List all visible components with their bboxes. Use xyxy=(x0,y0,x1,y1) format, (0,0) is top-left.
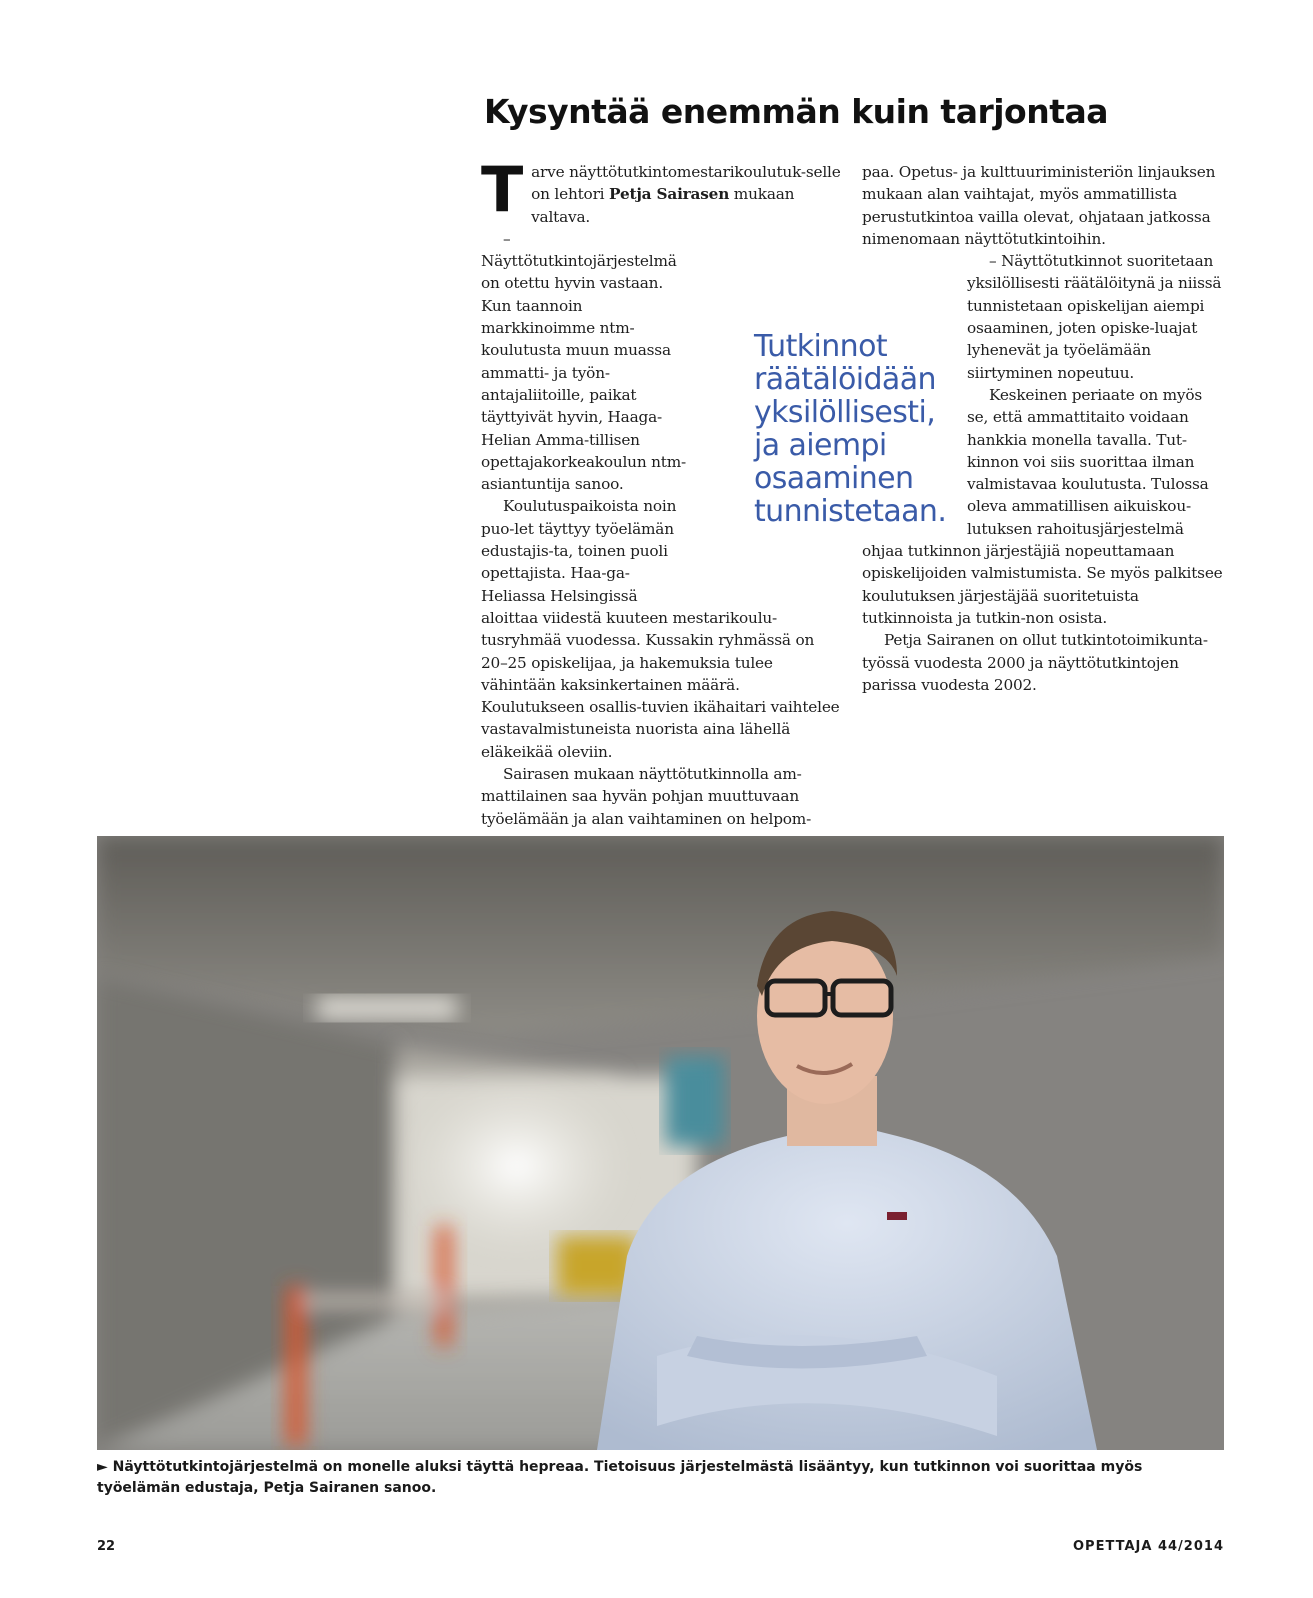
portrait-illustration xyxy=(97,836,1224,1450)
paragraph-4: Sairasen mukaan näyttötutkinnolla am-mattilainen saa hyvän pohjan muuttuvaan työelämään ja alan vaihtaminen on helpom- xyxy=(481,765,812,828)
paragraph-8: Petja Sairanen on ollut tutkintotoimikunta-työssä vuodesta 2000 ja näyttötutkintojen parissa vuodesta 2002. xyxy=(862,631,1208,694)
paragraph-1-text-b: mukaan valtava. xyxy=(531,185,795,226)
photo-caption: ► Näyttötutkintojärjestelmä on monelle aluksi täyttä hepreaa. Tietoisuus järjestelmästä lisääntyy, kun tutkinnon voi suorittaa myös työelämän edustaja, Petja Sairanen sanoo. xyxy=(97,1459,1143,1496)
portrait-photo xyxy=(97,836,1224,1450)
drop-cap: T xyxy=(481,153,524,226)
pull-quote: Tutkinnot räätälöidään yksilöllisesti, ja aiempi osaaminen tunnistetaan. xyxy=(754,329,947,529)
paragraph-1-text-a: arve näyttötutkintomestarikoulutuk-selle on lehtori xyxy=(531,163,841,204)
publication-info: OPETTAJA 44/2014 xyxy=(1073,1539,1224,1554)
person-name-bold: Petja Sairasen xyxy=(609,185,730,204)
paragraph-3: Koulutuspaikoista noin puo-let täyttyy työelämän edustajis-ta, toinen puoli opettajista. Haa-ga-Heliassa Helsingissä aloittaa viidestä kuuteen mestarikoulu-tusryhmää vuodessa. Kussakin ryhmässä on 20–25 opiskelijaa, ja hakemuksia tulee vähintään kaksinkertainen määrä. Koulutukseen osallis-tuvien ikähaitari vaihtelee vastavalmistuneista nuorista aina lähellä eläkeikää oleviin. xyxy=(481,497,840,761)
paragraph-6-text: – Näyttötutkinnot suoritetaan yksilöllisesti räätälöitynä ja niissä tunnistetaan opiskelijan aiempi osaaminen, joten opiske-luajat lyhenevät ja työelämään siirtyminen nopeutuu. xyxy=(967,252,1222,382)
article-headline: Kysyntää enemmän kuin tarjontaa xyxy=(484,92,1109,131)
paragraph-1 xyxy=(481,153,841,228)
page-number: 22 xyxy=(97,1539,116,1554)
paragraph-7: Keskeinen periaate on myös se, että ammattitaito voidaan hankkia monella tavalla. Tut-kinnon voi siis suorittaa ilman valmistavaa koulutusta. Tulossa oleva ammatillisen aikuiskou-lutuksen rahoitusjärjestelmä ohjaa tutkinnon järjestäjiä nopeuttamaan opiskelijoiden valmistumista. Se myös palkitsee koulutuksen järjestäjää suoritetuista tutkinnoista ja tutkin-non osista. xyxy=(862,385,1223,627)
paragraph-2-text: – Näyttötutkintojärjestelmä on otettu hyvin vastaan. Kun taannoin markkinoimme ntm-koulutusta muun muassa ammatti- ja työn-antajaliitoille, paikat täyttyivät hyvin, Haaga-Helian Amma-tillisen opettajakorkeakoulun ntm-asiantuntija sanoo. xyxy=(481,229,687,494)
paragraph-5: paa. Opetus- ja kulttuuriministeriön linjauksen mukaan alan vaihtajat, myös ammatillista perustutkintoa vailla olevat, ohjataan jatkossa nimenomaan näyttötutkintoihin. xyxy=(862,163,1216,248)
